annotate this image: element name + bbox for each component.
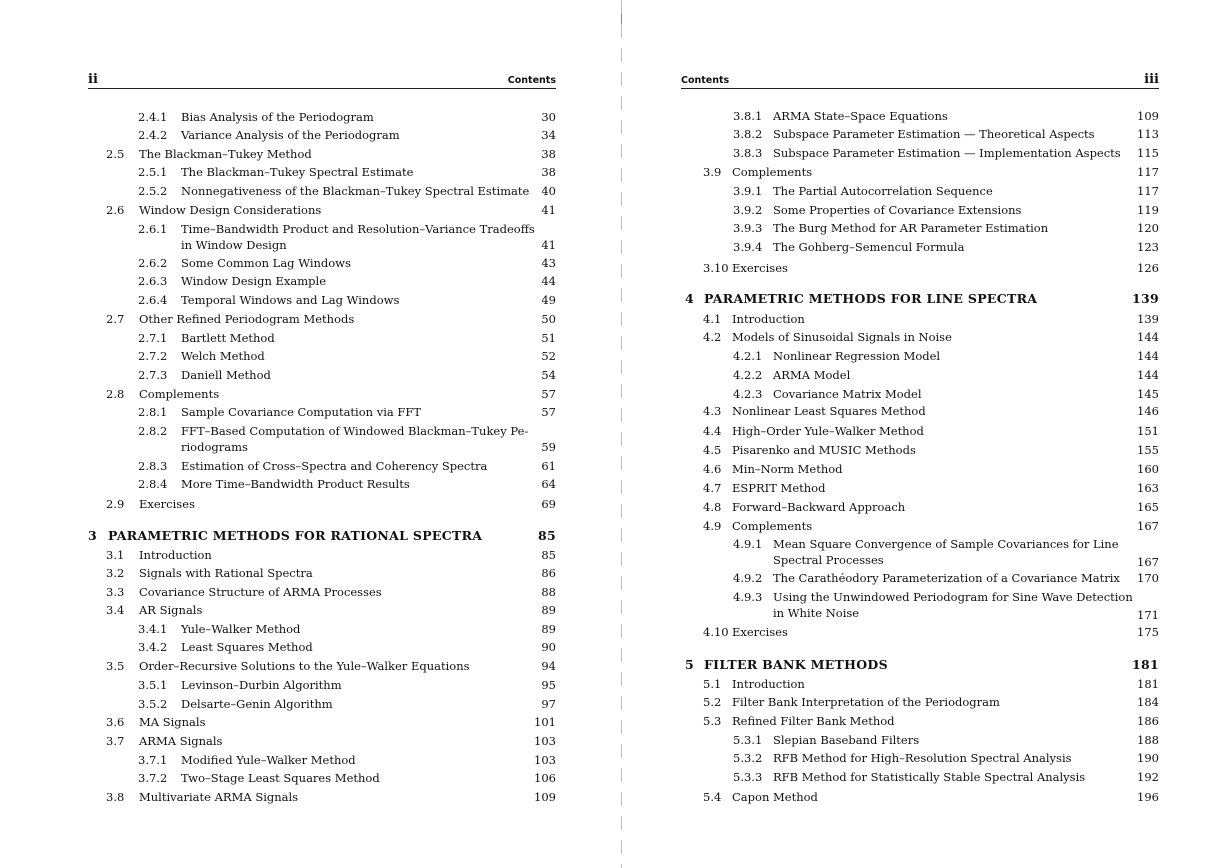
toc-entry-title: Introduction [732, 677, 805, 691]
toc-entry-title: Subspace Parameter Estimation — Theoretical Aspects [773, 127, 1095, 141]
toc-entry-number: 3.8.1 [733, 109, 763, 123]
toc-entry-number: 2.5 [106, 147, 125, 161]
toc-entry-page: 97 [541, 697, 556, 711]
toc-entry-title: The Blackman–Tukey Spectral Estimate [181, 165, 414, 179]
toc-entry-number: 4.2.2 [733, 368, 763, 382]
toc-entry-number: 3.4.1 [138, 622, 168, 636]
toc-entry-number: 3 [88, 528, 97, 543]
toc-entry-number: 2.6 [106, 203, 125, 217]
toc-entry-page: 69 [541, 497, 556, 511]
toc-entry-number: 3.5.2 [138, 697, 168, 711]
toc-entry-number: 4.9.1 [733, 537, 763, 551]
toc-entry-page: 167 [1137, 555, 1159, 569]
toc-entry-page: 52 [541, 349, 556, 363]
toc-entry-number: 3.9.1 [733, 184, 763, 198]
toc-entry-number: 2.7.1 [138, 331, 168, 345]
toc-entry-page: 103 [534, 734, 556, 748]
toc-entry-page: 123 [1137, 240, 1159, 254]
toc-entry-number: 5.3 [703, 714, 722, 728]
toc-entry-page: 95 [541, 678, 556, 692]
toc-entry-title: Multivariate ARMA Signals [139, 790, 299, 804]
toc-entry-title: ARMA Signals [139, 734, 223, 748]
toc-entry-page: 43 [541, 256, 556, 270]
toc-entry-number: 2.8.2 [138, 424, 168, 438]
toc-entry-number: 5.3.3 [733, 770, 763, 784]
toc-entry-page: 115 [1137, 146, 1159, 160]
toc-entry-page: 192 [1137, 770, 1159, 784]
toc-entry-page: 117 [1137, 184, 1159, 198]
toc-entry-page: 106 [534, 771, 556, 785]
toc-entry-number: 3.1 [106, 548, 125, 562]
toc-entry-number: 4.5 [703, 443, 722, 457]
toc-entry-number: 2.8.3 [138, 459, 168, 473]
right-page [681, 0, 1159, 868]
toc-entry-page: 165 [1137, 500, 1159, 514]
toc-entry-number: 3.7.2 [138, 771, 168, 785]
toc-entry-title: Bias Analysis of the Periodogram [181, 110, 374, 124]
toc-entry-title-continued: in White Noise [773, 606, 860, 620]
toc-entry-title: Bartlett Method [181, 331, 275, 345]
toc-entry-page: 30 [541, 110, 556, 124]
toc-entry-page: 103 [534, 753, 556, 767]
toc-entry-number: 3.8.2 [733, 127, 763, 141]
toc-entry-title: Window Design Example [181, 274, 327, 288]
toc-entry-title: Complements [732, 165, 813, 179]
toc-entry-title: ARMA State–Space Equations [773, 109, 948, 123]
toc-entry-number: 4.8 [703, 500, 722, 514]
toc-entry-title: Pisarenko and MUSIC Methods [732, 443, 916, 457]
toc-entry-title: High–Order Yule–Walker Method [732, 424, 924, 438]
toc-entry-page: 57 [541, 387, 556, 401]
toc-entry-title: Complements [139, 387, 220, 401]
toc-entry-page: 101 [534, 715, 556, 729]
toc-entry-title: Modified Yule–Walker Method [181, 753, 356, 767]
toc-entry-page: 119 [1137, 203, 1159, 217]
toc-entry-page: 109 [1137, 109, 1159, 123]
right-page-number: iii [1144, 72, 1159, 87]
toc-entry-title: Covariance Structure of ARMA Processes [139, 585, 382, 599]
toc-entry-page: 34 [541, 128, 556, 142]
toc-entry-number: 4.1 [703, 312, 722, 326]
toc-entry-title: Refined Filter Bank Method [732, 714, 895, 728]
toc-entry-title: Yule–Walker Method [181, 622, 301, 636]
toc-entry-page: 190 [1137, 751, 1159, 765]
toc-entry-title: The Burg Method for AR Parameter Estimation [773, 221, 1049, 235]
toc-entry-page: 139 [1132, 291, 1159, 306]
toc-entry-title: The Carathéodory Parameterization of a Covariance Matrix [773, 571, 1120, 585]
toc-entry-page: 170 [1137, 571, 1159, 585]
toc-entry-number: 4.4 [703, 424, 722, 438]
toc-entry-number: 2.8.1 [138, 405, 168, 419]
toc-entry-title: RFB Method for High–Resolution Spectral Analysis [773, 751, 1072, 765]
toc-entry-title: AR Signals [139, 603, 203, 617]
toc-entry-number: 2.4.1 [138, 110, 168, 124]
left-page-header [88, 72, 556, 89]
toc-entry-number: 2.9 [106, 497, 125, 511]
toc-entry-number: 4 [685, 291, 694, 306]
toc-entry-page: 144 [1137, 349, 1159, 363]
toc-entry-number: 5.3.1 [733, 733, 763, 747]
toc-entry-page: 59 [541, 440, 556, 454]
toc-entry-title: Complements [732, 519, 813, 533]
toc-entry-number: 5 [685, 657, 694, 672]
toc-entry-number: 3.2 [106, 566, 125, 580]
toc-entry-page: 49 [541, 293, 556, 307]
toc-entry-title: RFB Method for Statistically Stable Spectral Analysis [773, 770, 1086, 784]
toc-entry-number: 3.7.1 [138, 753, 168, 767]
toc-entry-title: The Blackman–Tukey Method [139, 147, 312, 161]
toc-entry-number: 2.5.1 [138, 165, 168, 179]
left-running-head: Contents [507, 75, 556, 86]
toc-entry-page: 186 [1137, 714, 1159, 728]
toc-entry-page: 117 [1137, 165, 1159, 179]
left-page-number: ii [88, 72, 98, 87]
toc-entry-page: 40 [541, 184, 556, 198]
toc-entry-title: PARAMETRIC METHODS FOR LINE SPECTRA [704, 291, 1038, 306]
toc-entry-title: Some Common Lag Windows [181, 256, 351, 270]
toc-entry-title: Exercises [139, 497, 195, 511]
toc-entry-page: 54 [541, 368, 556, 382]
toc-entry-page: 109 [534, 790, 556, 804]
toc-entry-title-continued: in Window Design [181, 238, 287, 252]
toc-entry-page: 126 [1137, 261, 1159, 275]
toc-entry-number: 5.4 [703, 790, 722, 804]
toc-entry-title: Using the Unwindowed Periodogram for Sine Wave Detection [773, 590, 1133, 604]
toc-entry-page: 181 [1132, 657, 1159, 672]
toc-entry-number: 3.9.4 [733, 240, 763, 254]
toc-entry-title: Variance Analysis of the Periodogram [181, 128, 400, 142]
toc-entry-number: 3.10 [703, 261, 729, 275]
toc-entry-page: 38 [541, 147, 556, 161]
toc-entry-title: Some Properties of Covariance Extensions [773, 203, 1022, 217]
toc-entry-title: PARAMETRIC METHODS FOR RATIONAL SPECTRA [108, 528, 483, 543]
toc-entry-number: 5.3.2 [733, 751, 763, 765]
toc-entry-page: 50 [541, 312, 556, 326]
toc-entry-number: 4.2.1 [733, 349, 763, 363]
toc-entry-title: Other Refined Periodogram Methods [139, 312, 355, 326]
toc-entry-title: Nonnegativeness of the Blackman–Tukey Spectral Estimate [181, 184, 530, 198]
toc-entry-title: Mean Square Convergence of Sample Covariances for Line [773, 537, 1119, 551]
toc-entry-number: 4.6 [703, 462, 722, 476]
toc-entry-number: 3.9.3 [733, 221, 763, 235]
toc-entry-number: 4.9.3 [733, 590, 763, 604]
toc-entry-title: Min–Norm Method [732, 462, 843, 476]
toc-entry-page: 113 [1137, 127, 1159, 141]
toc-entry-page: 90 [541, 640, 556, 654]
toc-entry-title: Nonlinear Regression Model [773, 349, 941, 363]
toc-entry-number: 2.6.1 [138, 222, 168, 236]
right-running-head: Contents [681, 75, 730, 86]
toc-entry-page: 139 [1137, 312, 1159, 326]
toc-entry-title: Order–Recursive Solutions to the Yule–Walker Equations [139, 659, 470, 673]
toc-entry-title: Signals with Rational Spectra [139, 566, 313, 580]
toc-entry-number: 3.4.2 [138, 640, 168, 654]
toc-entry-number: 4.10 [703, 625, 729, 639]
toc-entry-number: 2.5.2 [138, 184, 168, 198]
toc-entry-number: 4.2 [703, 330, 722, 344]
toc-entry-number: 3.9 [703, 165, 722, 179]
toc-entry-number: 5.1 [703, 677, 722, 691]
toc-entry-page: 184 [1137, 695, 1159, 709]
toc-entry-title: Slepian Baseband Filters [773, 733, 920, 747]
toc-entry-title: ARMA Model [773, 368, 851, 382]
toc-entry-title: FFT–Based Computation of Windowed Blackman–Tukey Pe- [181, 424, 529, 438]
toc-entry-title: Least Squares Method [181, 640, 313, 654]
toc-entry-title: Covariance Matrix Model [773, 387, 922, 401]
toc-entry-page: 167 [1137, 519, 1159, 533]
toc-entry-page: 171 [1137, 608, 1159, 622]
toc-entry-number: 2.8.4 [138, 477, 168, 491]
toc-entry-title: Window Design Considerations [139, 203, 322, 217]
toc-entry-page: 89 [541, 622, 556, 636]
toc-entry-title: Nonlinear Least Squares Method [732, 404, 926, 418]
toc-entry-title-continued: riodograms [181, 440, 248, 454]
toc-entry-title: Models of Sinusoidal Signals in Noise [732, 330, 952, 344]
toc-entry-number: 2.4.2 [138, 128, 168, 142]
toc-entry-page: 94 [541, 659, 556, 673]
toc-entry-page: 89 [541, 603, 556, 617]
toc-entry-number: 3.4 [106, 603, 125, 617]
toc-entry-number: 4.9.2 [733, 571, 763, 585]
left-page [88, 0, 556, 868]
toc-entry-number: 3.5.1 [138, 678, 168, 692]
toc-entry-page: 57 [541, 405, 556, 419]
toc-entry-title: Exercises [732, 261, 788, 275]
toc-entry-page: 144 [1137, 330, 1159, 344]
toc-entry-title: Welch Method [181, 349, 265, 363]
toc-entry-title-continued: Spectral Processes [773, 553, 884, 567]
toc-entry-number: 3.8 [106, 790, 125, 804]
toc-entry-number: 4.9 [703, 519, 722, 533]
toc-entry-title: FILTER BANK METHODS [704, 657, 888, 672]
toc-entry-title: Introduction [732, 312, 805, 326]
toc-entry-number: 3.7 [106, 734, 125, 748]
toc-entry-title: Filter Bank Interpretation of the Periodogram [732, 695, 1000, 709]
toc-entry-number: 3.6 [106, 715, 125, 729]
toc-entry-title: Capon Method [732, 790, 818, 804]
toc-entry-title: The Partial Autocorrelation Sequence [773, 184, 993, 198]
toc-entry-title: Levinson–Durbin Algorithm [181, 678, 342, 692]
toc-entry-number: 2.7.3 [138, 368, 168, 382]
toc-entry-number: 2.6.2 [138, 256, 168, 270]
toc-entry-title: The Gohberg–Semencul Formula [773, 240, 965, 254]
toc-entry-title: Temporal Windows and Lag Windows [181, 293, 400, 307]
toc-entry-page: 181 [1137, 677, 1159, 691]
toc-entry-number: 3.9.2 [733, 203, 763, 217]
toc-entry-number: 2.6.3 [138, 274, 168, 288]
toc-entry-number: 2.7.2 [138, 349, 168, 363]
toc-entry-title: Time–Bandwidth Product and Resolution–Variance Tradeoffs [181, 222, 535, 236]
toc-entry-number: 3.8.3 [733, 146, 763, 160]
toc-entry-page: 41 [541, 203, 556, 217]
toc-entry-title: Estimation of Cross–Spectra and Coherency Spectra [181, 459, 488, 473]
toc-entry-title: Exercises [732, 625, 788, 639]
toc-entry-number: 2.7 [106, 312, 125, 326]
toc-entry-number: 4.2.3 [733, 387, 763, 401]
toc-entry-page: 163 [1137, 481, 1159, 495]
toc-entry-number: 5.2 [703, 695, 722, 709]
toc-entry-page: 44 [541, 274, 556, 288]
right-page-header [681, 72, 1159, 89]
toc-entry-page: 85 [541, 548, 556, 562]
toc-entry-title: Delsarte–Genin Algorithm [181, 697, 333, 711]
toc-entry-number: 3.5 [106, 659, 125, 673]
toc-entry-title: More Time–Bandwidth Product Results [181, 477, 410, 491]
toc-entry-title: MA Signals [139, 715, 206, 729]
toc-entry-title: Daniell Method [181, 368, 271, 382]
toc-entry-title: ESPRIT Method [732, 481, 826, 495]
toc-entry-page: 51 [541, 331, 556, 345]
toc-entry-page: 145 [1137, 387, 1159, 401]
page-gutter [621, 0, 622, 868]
toc-entry-page: 144 [1137, 368, 1159, 382]
toc-entry-page: 151 [1137, 424, 1159, 438]
toc-entry-page: 88 [541, 585, 556, 599]
toc-entry-page: 175 [1137, 625, 1159, 639]
toc-entry-title: Subspace Parameter Estimation — Implementation Aspects [773, 146, 1121, 160]
toc-entry-page: 196 [1137, 790, 1159, 804]
toc-entry-title: Two–Stage Least Squares Method [181, 771, 380, 785]
toc-entry-title: Introduction [139, 548, 212, 562]
toc-entry-number: 2.8 [106, 387, 125, 401]
toc-entry-page: 61 [541, 459, 556, 473]
toc-entry-number: 3.3 [106, 585, 125, 599]
toc-entry-number: 4.7 [703, 481, 722, 495]
toc-entry-page: 188 [1137, 733, 1159, 747]
toc-entry-number: 2.6.4 [138, 293, 168, 307]
toc-entry-page: 85 [538, 528, 556, 543]
toc-entry-number: 4.3 [703, 404, 722, 418]
toc-entry-page: 64 [541, 477, 556, 491]
toc-entry-page: 146 [1137, 404, 1159, 418]
toc-entry-page: 155 [1137, 443, 1159, 457]
toc-entry-page: 120 [1137, 221, 1159, 235]
toc-entry-title: Sample Covariance Computation via FFT [181, 405, 422, 419]
toc-entry-title: Forward–Backward Approach [732, 500, 906, 514]
toc-entry-page: 160 [1137, 462, 1159, 476]
toc-entry-page: 38 [541, 165, 556, 179]
toc-entry-page: 86 [541, 566, 556, 580]
toc-entry-page: 41 [541, 238, 556, 252]
